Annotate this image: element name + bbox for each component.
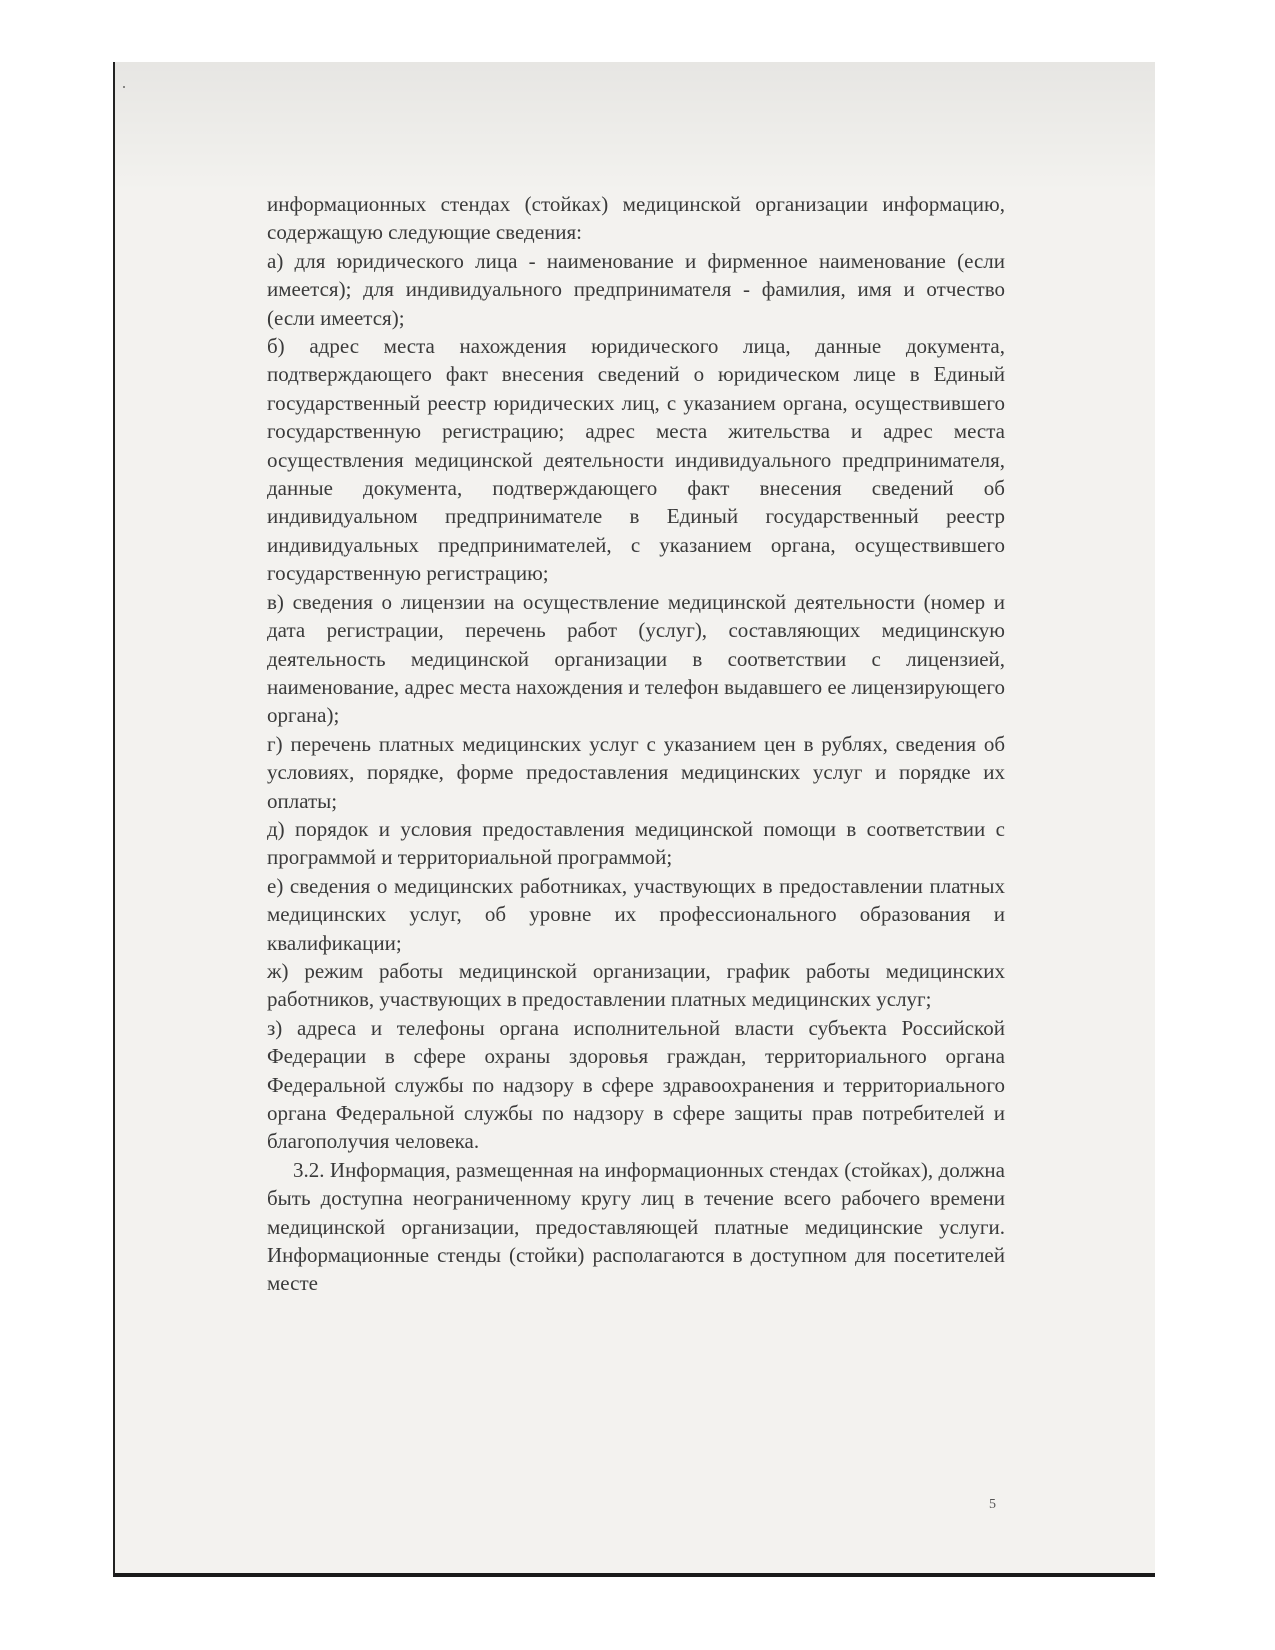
paragraph-item-d: д) порядок и условия предоставления медицинской помощи в соответствии с программой и территориальной программой; — [267, 816, 1005, 870]
paragraph-intro: информационных стендах (стойках) медицинской организации информацию, содержащую следующие сведения: — [267, 192, 1005, 245]
paragraph-item-v: в) сведения о лицензии на осуществление медицинской деятельности (номер и дата регистрации, перечень работ (услуг), составляющих медицинскую деятельность медицинской организации в соответствии с лицензией, наименование, адрес места нахождения и телефон выдавшего ее лицензирующего органа); — [267, 589, 1005, 728]
scan-speck — [123, 86, 125, 88]
paragraph-section-3-2: 3.2. Информация, размещенная на информационных стендах (стойках), должна быть доступна неограниченному кругу лиц в течение всего рабочего времени медицинской организации, предоставляющей платные медицинские услуги. Информационные стенды (стойки) располагаются в доступном для посетителей месте — [267, 1157, 1005, 1296]
document-body — [267, 190, 1005, 1298]
page-number: 5 — [989, 1497, 996, 1512]
paragraph-item-e: е) сведения о медицинских работниках, участвующих в предоставлении платных медицинских услуг, об уровне их профессионального образования и квалификации; — [267, 873, 1005, 955]
paragraph-item-b: б) адрес места нахождения юридического лица, данные документа, подтверждающего факт внесения сведений о юридическом лице в Единый государственный реестр юридических лиц, с указанием органа, осуществившего государственную регистрацию; адрес места жительства и адрес места осуществления медицинской деятельности индивидуального предпринимателя, данные документа, подтверждающего факт внесения сведений об индивидуальном предпринимателе в Единый государственный реестр индивидуальных предпринимателей, с указанием органа, осуществившего государственную регистрацию; — [267, 334, 1005, 586]
paragraph-item-a: а) для юридического лица - наименование и фирменное наименование (если имеется); для индивидуального предпринимателя - фамилия, имя и отчество (если имеется); — [267, 248, 1005, 330]
scanned-page — [113, 62, 1155, 1577]
paragraph-item-zh: ж) режим работы медицинской организации, график работы медицинских работников, участвующих в предоставлении платных медицинских услуг; — [267, 958, 1005, 1012]
paragraph-item-z: з) адреса и телефоны органа исполнительной власти субъекта Российской Федерации в сфере охраны здоровья граждан, территориального органа Федеральной службы по надзору в сфере здравоохранения и территориального органа Федеральной службы по надзору в сфере защиты прав потребителей и благополучия человека. — [267, 1015, 1005, 1154]
paragraph-item-g: г) перечень платных медицинских услуг с указанием цен в рублях, сведения об условиях, порядке, форме предоставления медицинских услуг и порядке их оплаты; — [267, 731, 1005, 813]
